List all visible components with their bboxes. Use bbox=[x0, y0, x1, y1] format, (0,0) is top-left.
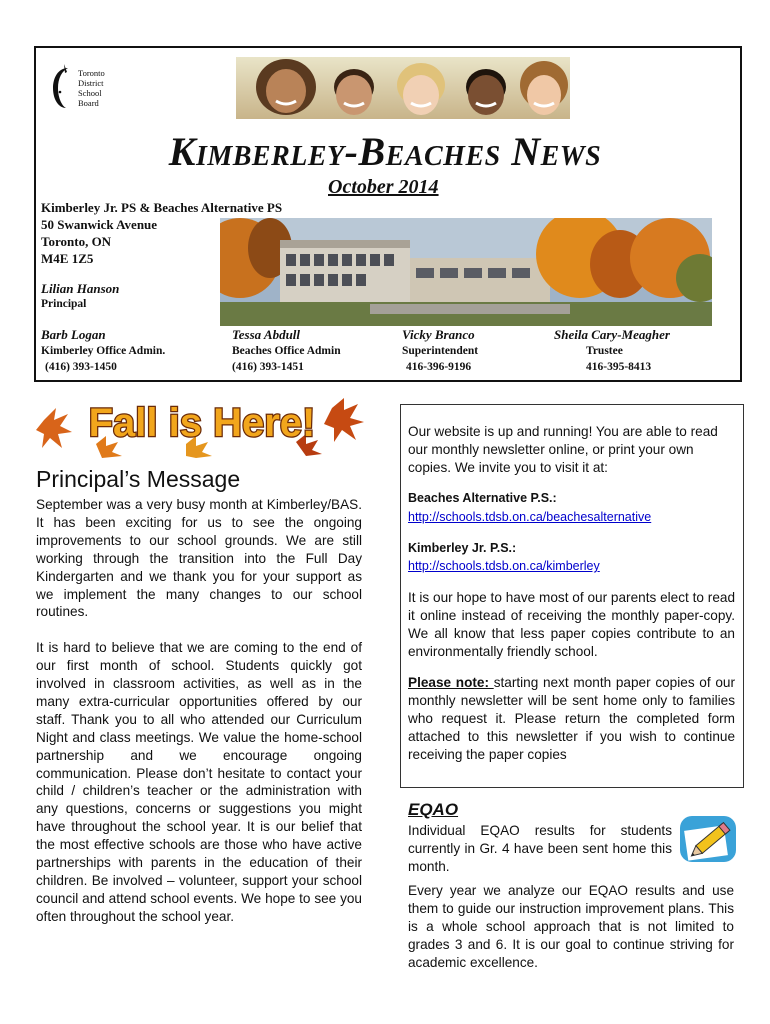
kimberley-website-link[interactable]: http://schools.tdsb.on.ca/kimberley bbox=[408, 559, 600, 574]
address-line: 50 Swanwick Avenue bbox=[41, 217, 158, 232]
website-info-box bbox=[400, 404, 744, 788]
newsletter-title: Kimberley-Beaches News bbox=[168, 129, 602, 174]
principal-message-body bbox=[36, 496, 362, 944]
eqao-heading: EQAO bbox=[408, 800, 459, 819]
website-intro: Our website is up and running! You are able to read our monthly newsletter online, or print your own copies. We invite you to visit it at: bbox=[408, 424, 718, 475]
please-note-label: Please note: bbox=[408, 674, 494, 690]
contact-name: Vicky Branco bbox=[402, 327, 475, 342]
logo-line: School bbox=[78, 88, 102, 98]
site-label-beaches: Beaches Alternative P.S.: bbox=[408, 490, 557, 505]
logo-line: Toronto bbox=[78, 68, 105, 78]
paragraph: September was a very busy month at Kimberley/BAS. It has been exciting for us to see the ongoing improvements to our school grounds. We are still working through the transition into the Full Day Kindergarten and we thank you for your support as we implement the many changes to our school routines. bbox=[36, 497, 362, 620]
contact-role: Beaches Office Admin bbox=[232, 345, 341, 357]
contact-phone: 416-395-8413 bbox=[586, 361, 652, 373]
contact-phone: (416) 393-1451 bbox=[232, 361, 304, 373]
site-label-kimberley: Kimberley Jr. P.S.: bbox=[408, 540, 517, 555]
contact-name: Tessa Abdull bbox=[232, 327, 301, 342]
tdsb-logo bbox=[50, 62, 120, 114]
paper-copy-note bbox=[408, 674, 735, 764]
beaches-website-link[interactable]: http://schools.tdsb.on.ca/beachesalternative bbox=[408, 509, 652, 524]
contact-superintendent bbox=[402, 327, 478, 375]
contact-phone: (416) 393-1450 bbox=[45, 361, 117, 373]
apple-logo-icon bbox=[50, 62, 76, 112]
address-line: M4E 1Z5 bbox=[41, 251, 94, 266]
principal-message-heading: Principal’s Message bbox=[36, 466, 241, 492]
contact-name: Barb Logan bbox=[41, 327, 106, 342]
fall-is-here-banner bbox=[36, 390, 368, 460]
contact-phone: 416-396-9196 bbox=[406, 361, 472, 373]
contact-role: Trustee bbox=[586, 345, 623, 357]
pencil-paper-icon bbox=[678, 812, 740, 866]
children-photo bbox=[236, 57, 570, 119]
contact-role: Superintendent bbox=[402, 345, 479, 357]
contact-office-admin-kimberley bbox=[41, 327, 165, 375]
contact-name: Sheila Cary-Meagher bbox=[554, 327, 670, 342]
principal-name: Lilian Hanson bbox=[41, 281, 120, 296]
address-line: Kimberley Jr. PS & Beaches Alternative PS bbox=[41, 200, 283, 215]
issue-date: October 2014 bbox=[328, 176, 439, 198]
banner-text: Fall is Here! bbox=[88, 401, 316, 445]
contact-role: Kimberley Office Admin. bbox=[41, 345, 166, 357]
eqao-paragraph: Every year we analyze our EQAO results and use them to guide our instruction improvement plans. This is a whole school approach that is not limited to grades 3 and 6. It is our goal to continue striving for academic excellence. bbox=[408, 883, 734, 970]
please-note-text: starting next month paper copies of our monthly newsletter will be sent home only to families who request it. Please return the completed form attached to this newsletter if you wish to continue receiving the paper copies bbox=[408, 674, 735, 762]
online-reading-note: It is our hope to have most of our parents elect to read it online instead of receiving the monthly paper-copy. We all know that less paper copies contribute to an environmentally friendly school. bbox=[408, 590, 735, 660]
school-building-photo bbox=[220, 218, 712, 326]
contact-office-admin-beaches bbox=[232, 327, 341, 375]
logo-line: Board bbox=[78, 98, 99, 108]
principal-title: Principal bbox=[41, 298, 87, 310]
eqao-paragraph: Individual EQAO results for students currently in Gr. 4 have been sent home this month. bbox=[408, 823, 672, 874]
address-line: Toronto, ON bbox=[41, 234, 112, 249]
logo-line: District bbox=[78, 78, 104, 88]
paragraph: It is hard to believe that we are coming to the end of our first month of school. Students quickly got involved in classroom activities, as well as in the many extra-curricular opportunities offered by our staff. Thank you to all who attended our Curriculum Night and class meetings. We value the home-school partnership and we encourage ongoing communication. Please don’t hesitate to contact your child / children’s teacher or the administration with any questions, concerns or suggestions you might have throughout the school year. It is our belief that the most effective schools are those who have active partnerships with parents in the education of their children. Be involved – volunteer, support your school council and attend school events. We hope to see you often throughout the school year. bbox=[36, 640, 362, 924]
contact-trustee bbox=[554, 327, 670, 375]
